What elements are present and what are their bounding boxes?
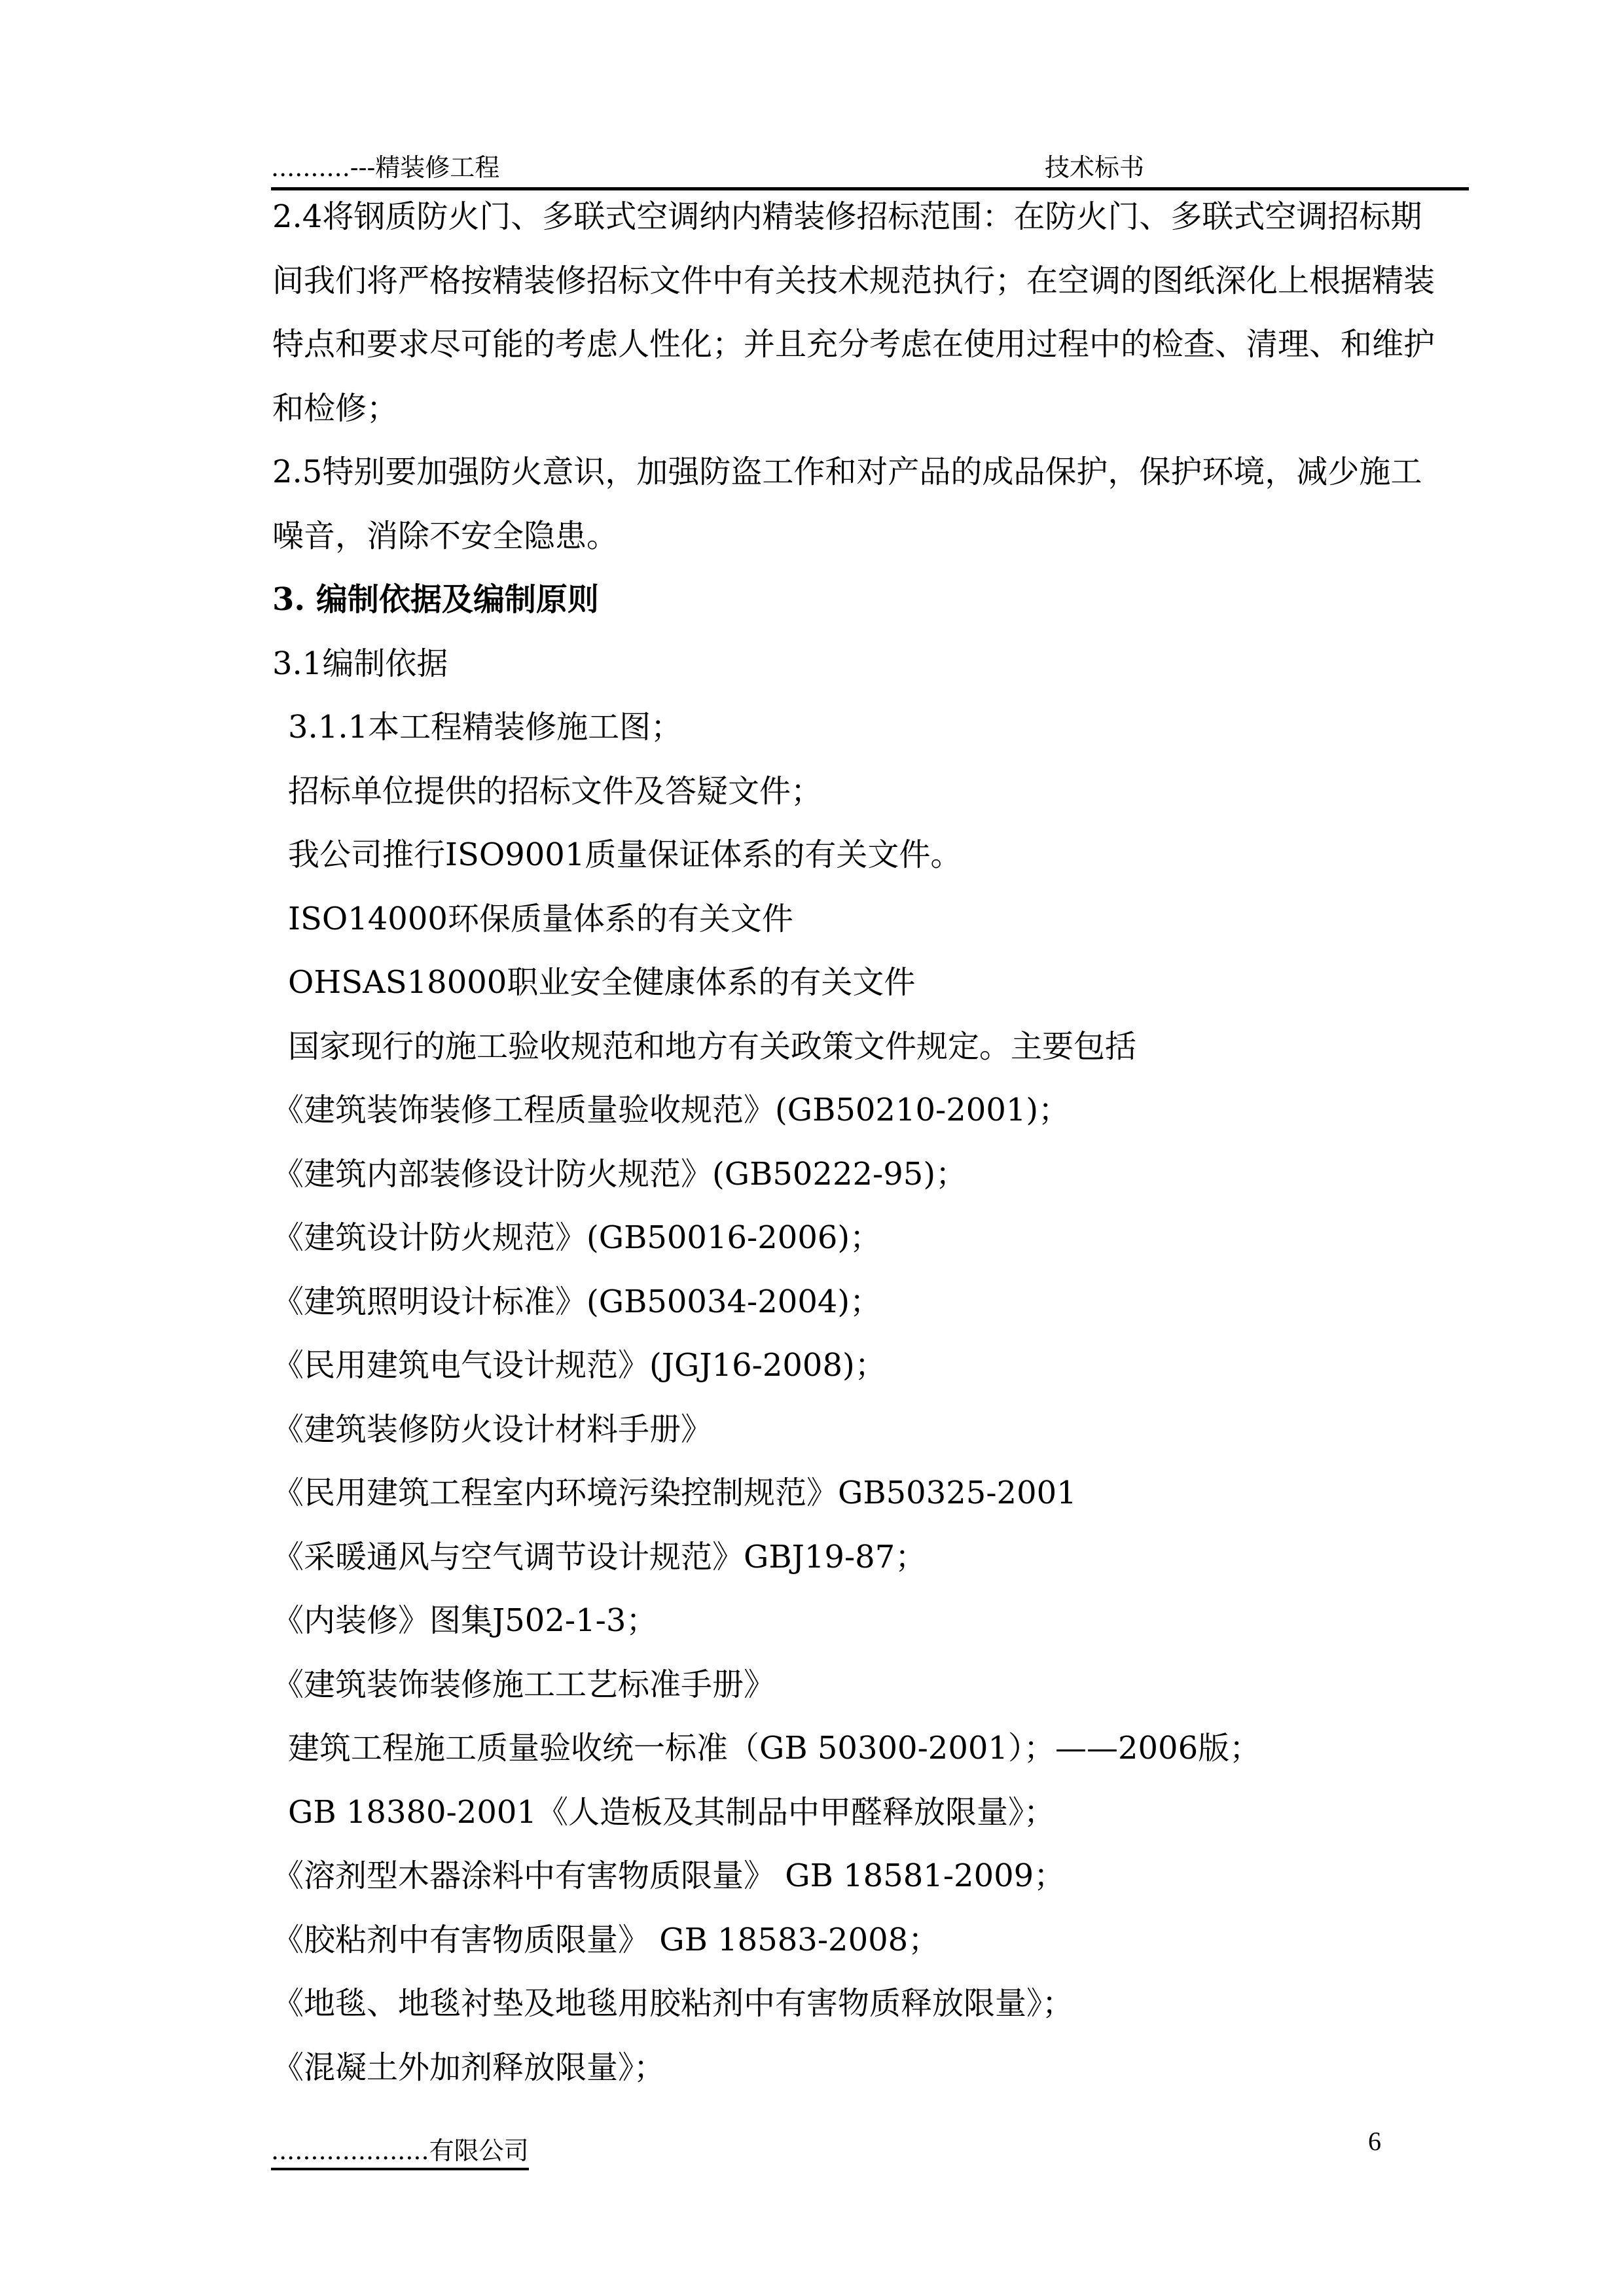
paragraph-line: 3.1编制依据: [272, 645, 448, 682]
header-document-type: 技术标书: [1045, 153, 1145, 182]
paragraph-line: 《民用建筑电气设计规范》(JGJ16-2008)；: [272, 1347, 886, 1384]
paragraph-line: 《地毯、地毯衬垫及地毯用胶粘剂中有害物质释放限量》；: [272, 1985, 1074, 2022]
paragraph-line: 噪音，消除不安全隐患。: [272, 517, 619, 554]
paragraph-line: 《民用建筑工程室内环境污染控制规范》GB50325-2001: [272, 1475, 1077, 1511]
paragraph-line: 招标单位提供的招标文件及答疑文件；: [288, 772, 823, 810]
paragraph-line: 《建筑装饰装修施工工艺标准手册》: [272, 1666, 776, 1703]
paragraph-line: 《建筑装饰装修工程质量验收规范》(GB50210-2001)；: [272, 1092, 1070, 1128]
paragraph-line: 《溶剂型木器涂料中有害物质限量》 GB 18581-2009；: [272, 1857, 1066, 1894]
paragraph-line: 《内装修》图集J502-1-3；: [272, 1602, 658, 1639]
page-number: 6: [1368, 2126, 1381, 2156]
paragraph-line: 国家现行的施工验收规范和地方有关政策文件规定。主要包括: [288, 1028, 1137, 1065]
paragraph-line: 3.1.1本工程精装修施工图；: [288, 709, 683, 745]
paragraph-line: 《建筑装修防火设计材料手册》: [272, 1410, 713, 1448]
footer-company: ....................有限公司: [271, 2130, 529, 2170]
paragraph-line: 特点和要求尽可能的考虑人性化；并且充分考虑在使用过程中的检查、清理、和维护: [272, 326, 1435, 363]
paragraph-line: 《建筑设计防火规范》(GB50016-2006)；: [272, 1219, 882, 1256]
paragraph-line: 间我们将严格按精装修招标文件中有关技术规范执行；在空调的图纸深化上根据精装: [272, 262, 1435, 299]
paragraph-line: 《建筑照明设计标准》(GB50034-2004)；: [272, 1283, 882, 1320]
paragraph-line: 建筑工程施工质量验收统一标准（GB 50300-2001）；——2006版；: [288, 1730, 1261, 1767]
paragraph-line: 《建筑内部装修设计防火规范》(GB50222-95)；: [272, 1155, 967, 1193]
paragraph-line: 我公司推行ISO9001质量保证体系的有关文件。: [288, 836, 962, 873]
paragraph-line: 《采暖通风与空气调节设计规范》GBJ19-87；: [272, 1538, 927, 1575]
paragraph-line: 2.5特别要加强防火意识，加强防盗工作和对产品的成品保护，保护环境，减少施工: [272, 454, 1422, 490]
paragraph-line: 2.4将钢质防火门、多联式空调纳内精装修招标范围：在防火门、多联式空调招标期: [272, 198, 1422, 235]
header-project-title: ..........---精装修工程: [271, 153, 500, 182]
paragraph-line: GB 18380-2001《人造板及其制品中甲醛释放限量》；: [288, 1793, 1055, 1831]
section-heading: 3. 编制依据及编制原则: [272, 581, 599, 618]
paragraph-line: 和检修；: [272, 389, 399, 427]
paragraph-line: 《混凝土外加剂释放限量》；: [272, 2049, 666, 2086]
header-rule: [271, 187, 1469, 190]
paragraph-line: ISO14000环保质量体系的有关文件: [288, 900, 793, 937]
paragraph-line: OHSAS18000职业安全健康体系的有关文件: [288, 964, 916, 1001]
paragraph-line: 《胶粘剂中有害物质限量》 GB 18583-2008；: [272, 1921, 940, 1958]
